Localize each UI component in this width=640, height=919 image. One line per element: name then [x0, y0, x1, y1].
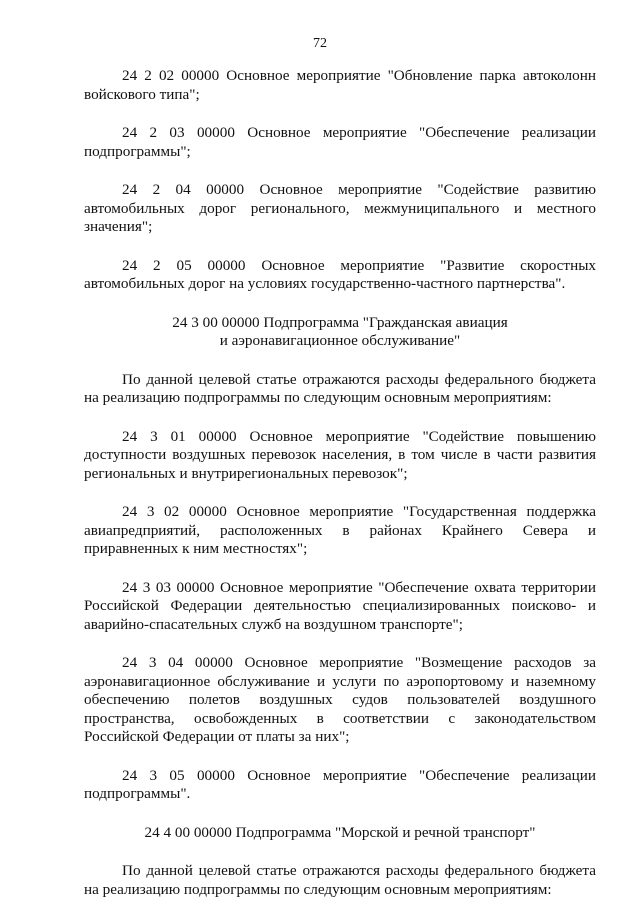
- paragraph-24-3-01: 24 3 01 00000 Основное мероприятие "Содействие повышению доступности воздушных перевозок населения, в том числе в части развития региональных и внутрирегиональных перевозок";: [84, 427, 596, 482]
- paragraph-24-3-02: 24 3 02 00000 Основное мероприятие "Государственная поддержка авиапредприятий, расположенных в районах Крайнего Севера и приравненных к ним местностях";: [84, 503, 596, 557]
- heading-subprogram-24-3: [84, 314, 596, 351]
- heading-line: 24 3 00 00000 Подпрограмма "Гражданская авиация: [172, 313, 508, 331]
- paragraph-24-3-05: 24 3 05 00000 Основное мероприятие "Обеспечение реализации подпрограммы".: [84, 766, 596, 802]
- paragraph-intro-24-4: По данной целевой статье отражаются расходы федерального бюджета на реализацию подпрограммы по следующим основным мероприятиям:: [84, 862, 596, 898]
- heading-line: и аэронавигационное обслуживание": [219, 332, 461, 349]
- document-body: [84, 67, 596, 919]
- paragraph-24-2-05: 24 2 05 00000 Основное мероприятие "Развитие скоростных автомобильных дорог на условиях государственно-частного партнерства".: [84, 256, 596, 292]
- paragraph-24-2-02: 24 2 02 00000 Основное мероприятие "Обновление парка автоколонн войскового типа";: [84, 67, 596, 103]
- page-number: 72: [313, 36, 327, 51]
- heading-line: 24 4 00 00000 Подпрограмма "Морской и речной транспорт": [144, 823, 536, 841]
- paragraph-24-2-04: 24 2 04 00000 Основное мероприятие "Содействие развитию автомобильных дорог регионального, межмуниципального и местного значения";: [84, 181, 596, 235]
- paragraph-24-2-03: 24 2 03 00000 Основное мероприятие "Обеспечение реализации подпрограммы";: [84, 124, 596, 160]
- paragraph-intro-24-3: По данной целевой статье отражаются расходы федерального бюджета на реализацию подпрограммы по следующим основным мероприятиям:: [84, 370, 596, 406]
- paragraph-24-3-03: 24 3 03 00000 Основное мероприятие "Обеспечение охвата территории Российской Федерации деятельностью специализированных поисково- и аварийно-спасательных служб на воздушном транспорте";: [84, 578, 596, 633]
- paragraph-24-3-04: 24 3 04 00000 Основное мероприятие "Возмещение расходов за аэронавигационное обслуживание и услуги по аэропортовому и наземному обеспечению полетов воздушных судов пользователей воздушного пространства, освобожденных в соответствии с законодательством Российской Федерации от платы за них";: [84, 654, 596, 745]
- heading-subprogram-24-4: [84, 824, 596, 843]
